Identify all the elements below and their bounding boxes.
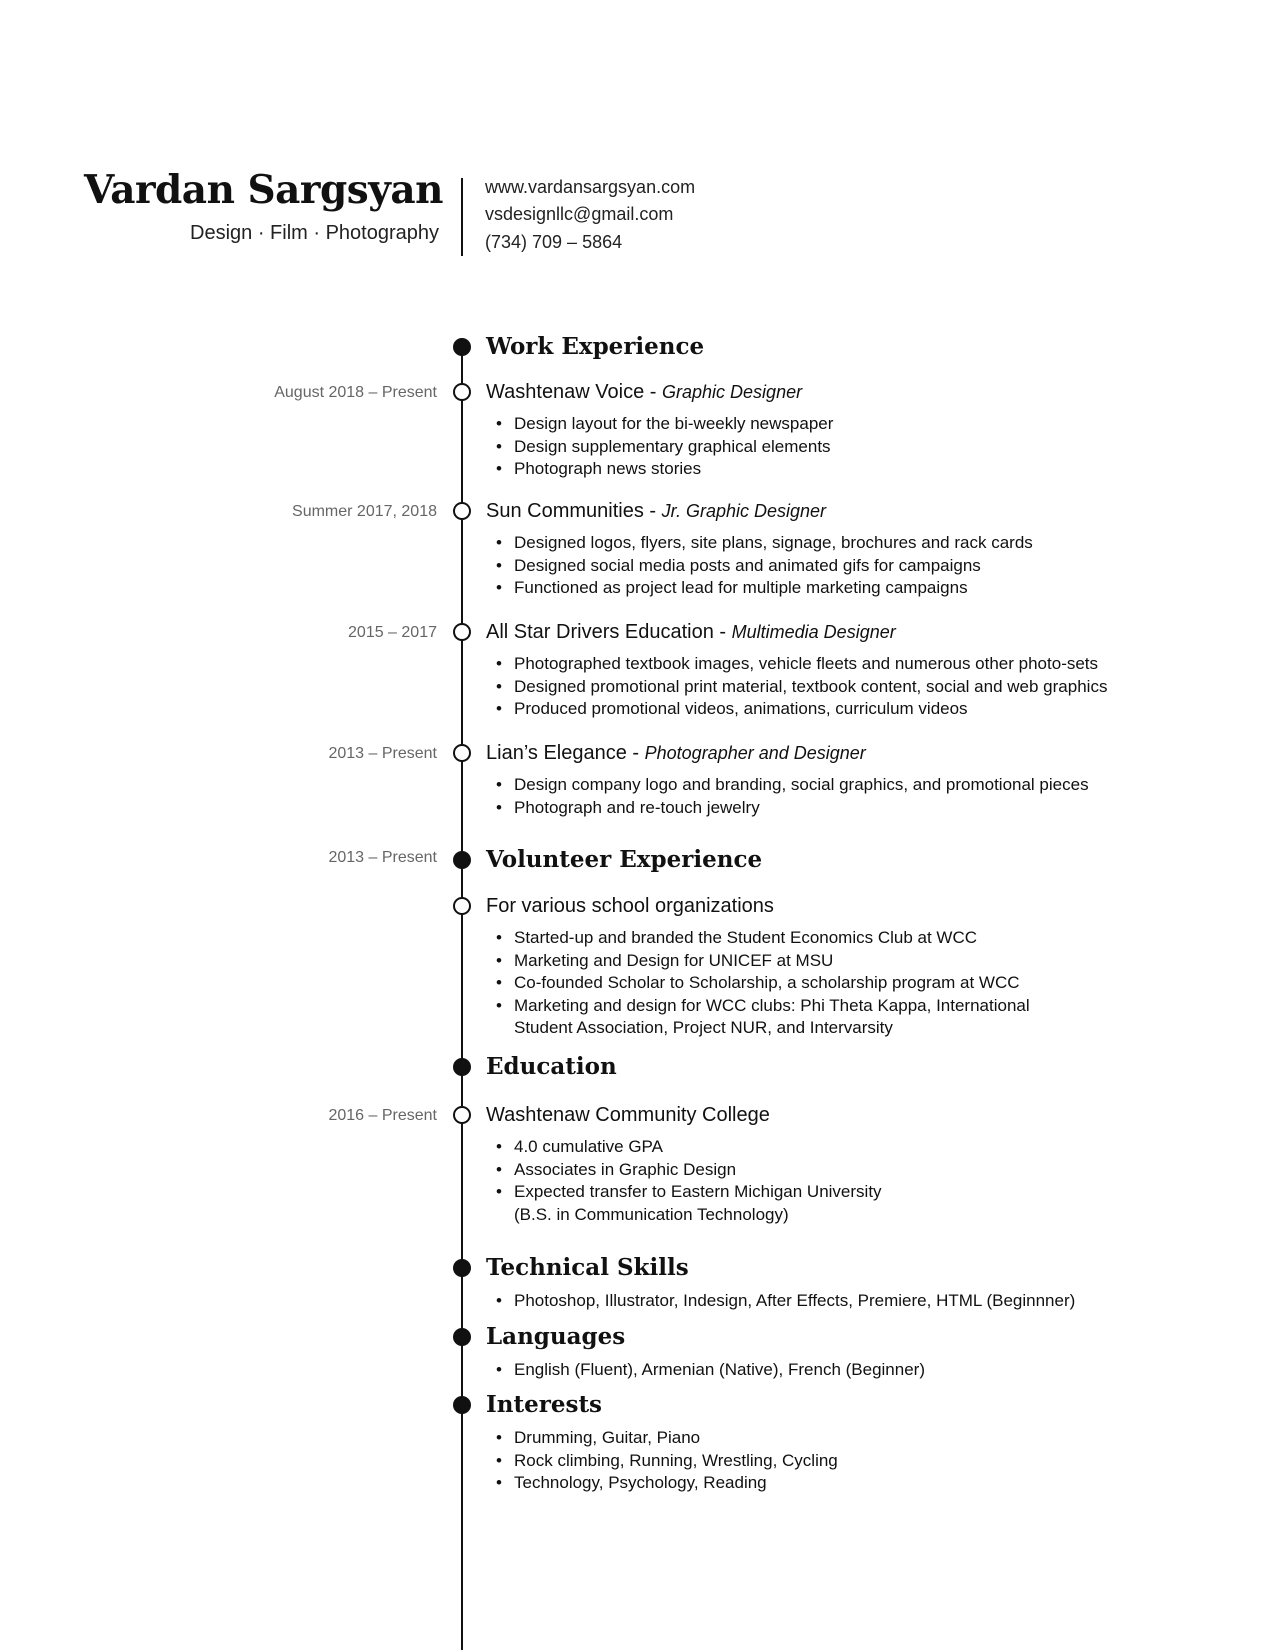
section-marker [453,1259,471,1277]
tagline: Design · Film · Photography [190,222,439,244]
job-org: Washtenaw Voice [486,381,645,403]
bullet-item: • Design company logo and branding, social graphics, and promotional pieces [514,774,1089,797]
bullet-item: • Co-founded Scholar to Scholarship, a scholarship program at WCC [514,972,1030,995]
entry-marker [453,897,471,915]
job-heading [486,740,866,766]
phone-number: (734) 709 – 5864 [485,232,623,252]
job-heading [486,619,896,645]
job-bullets [486,532,1033,600]
job-heading [486,379,802,405]
bullet-item: • Marketing and Design for UNICEF at MSU [514,950,1030,973]
languages-bullets [486,1359,925,1382]
entry-marker [453,502,471,520]
job-title: Photographer and Designer [644,743,866,763]
email-link[interactable]: vsdesignllc@gmail.com [485,204,674,224]
timeline-line [461,345,463,1650]
volunteer-org: For various school organizations [486,895,774,917]
separator: - [643,500,662,522]
bullet-item: • Designed social media posts and animated gifs for campaigns [514,555,1033,578]
bullet-item: • Technology, Psychology, Reading [514,1472,838,1495]
volunteer-date: 2013 – Present [328,849,437,866]
bullet-item: • Produced promotional videos, animations, curriculum videos [514,698,1107,721]
bullet-item: • Marketing and design for WCC clubs: Phi Theta Kappa, International [514,995,1030,1018]
entry-marker [453,1106,471,1124]
job-date: Summer 2017, 2018 [292,503,437,520]
section-marker [453,1058,471,1076]
separator: - [626,742,645,764]
education-school: Washtenaw Community College [486,1104,770,1126]
bullet-continuation: Student Association, Project NUR, and Intervarsity [514,1018,893,1038]
bullet-item: • Designed promotional print material, textbook content, social and web graphics [514,676,1107,699]
bullet-continuation: (B.S. in Communication Technology) [514,1204,789,1224]
job-org: All Star Drivers Education [486,621,714,643]
bullet-item: • Started-up and branded the Student Economics Club at WCC [514,927,1030,950]
bullet-item: • Photoshop, Illustrator, Indesign, After Effects, Premiere, HTML (Beginnner) [514,1290,1075,1313]
bullet-item: • English (Fluent), Armenian (Native), French (Beginner) [514,1359,925,1382]
section-title-skills: Technical Skills [486,1254,689,1281]
section-marker [453,338,471,356]
bullet-item: • Associates in Graphic Design [514,1159,882,1182]
education-bullets [486,1136,882,1226]
job-bullets [486,774,1089,819]
job-title: Multimedia Designer [731,622,896,642]
interests-bullets [486,1427,838,1495]
job-bullets [486,653,1107,721]
section-marker [453,1396,471,1414]
bullet-item: • Design supplementary graphical elements [514,436,833,459]
bullet-item: • Drumming, Guitar, Piano [514,1427,838,1450]
volunteer-bullets [486,927,1030,1040]
job-org: Sun Communities [486,500,644,522]
resume-name: Vardan Sargsyan [84,167,443,213]
job-title: Jr. Graphic Designer [661,501,827,521]
job-title: Graphic Designer [662,382,803,402]
entry-marker [453,744,471,762]
bullet-item: • Functioned as project lead for multiple marketing campaigns [514,577,1033,600]
bullet-item: • Rock climbing, Running, Wrestling, Cycling [514,1450,838,1473]
job-date: 2015 – 2017 [348,624,437,641]
skills-bullets [486,1290,1075,1313]
job-org: Lian’s Elegance [486,742,627,764]
section-title-interests: Interests [486,1391,603,1418]
section-title-education: Education [486,1053,617,1080]
separator: - [713,621,732,643]
job-date: 2013 – Present [328,745,437,762]
bullet-item: • Expected transfer to Eastern Michigan University [514,1181,882,1204]
separator: - [644,381,663,403]
bullet-item: • Photographed textbook images, vehicle fleets and numerous other photo-sets [514,653,1107,676]
website-link[interactable]: www.vardansargsyan.com [485,177,696,197]
job-date: August 2018 – Present [274,384,437,401]
section-title-volunteer: Volunteer Experience [486,846,763,873]
section-title-languages: Languages [486,1323,626,1350]
job-heading [486,498,826,524]
entry-marker [453,623,471,641]
bullet-item: • 4.0 cumulative GPA [514,1136,882,1159]
header-divider [461,178,463,256]
section-marker [453,851,471,869]
section-marker [453,1328,471,1346]
bullet-item: • Design layout for the bi-weekly newspaper [514,413,833,436]
job-bullets [486,413,833,481]
section-title-work: Work Experience [486,333,705,360]
entry-marker [453,383,471,401]
education-date: 2016 – Present [328,1107,437,1124]
bullet-item: • Photograph and re-touch jewelry [514,797,1089,820]
bullet-item: • Designed logos, flyers, site plans, signage, brochures and rack cards [514,532,1033,555]
bullet-item: • Photograph news stories [514,458,833,481]
